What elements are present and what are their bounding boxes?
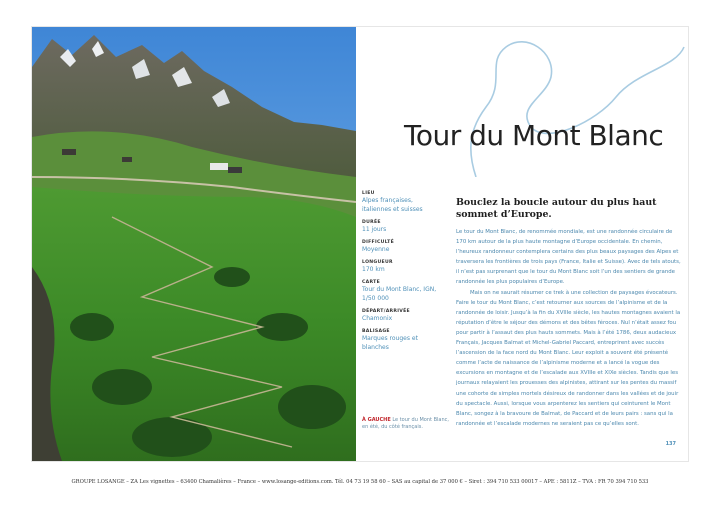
fact-item: [362, 240, 442, 254]
fact-value: Alpes françaises, italiennes et suisses: [362, 197, 423, 213]
body-paragraph: Mais on ne saurait résumer ce trek à une collection de paysages évocateurs. Faire le tour du Mont Blanc, c’est retourner aux sources de l’alpinisme et de la randonnée de loisir. Jusqu’à la fin du XVIIIe siècle, les hautes montagnes avaient la réputation d’être le séjour des démons et des bêtes féroces. Nul n’était assez fou pour partir à l’assaut des plus hauts sommets. Mais à l’été 1786, deux audacieux Français, Jacques Balmat et Michel-Gabriel Paccard, entreprirent avec succès l’ascension de la face nord du Mont Blanc. Leur exploit a souvent été présenté comme l’acte de naissance de l’alpinisme moderne et a lancé la vogue des excursions en montagne et de l’escalade aux XVIIIe et XIXe siècles. Tandis que les journaux relayaient les prouesses des alpinistes, attirant sur les pentes du massif une cohorte de simples mortels désireux de randonner dans les vallées et de jouir du spectacle. Aussi, lorsque vous arpenterez les sentiers qui ceinturent le Mont Blanc, songez à la bravoure de Balmat, de Paccard et de leurs pairs : sans qui la randonnée et l’escalade modernes ne seraient pas ce qu’elles sont.: [456, 289, 681, 427]
fact-item: [362, 260, 442, 274]
fact-label: LONGUEUR: [362, 260, 393, 265]
photo-caption: [362, 417, 454, 430]
fact-value: Chamonix: [362, 315, 393, 322]
decorative-route-line: [446, 27, 688, 177]
fact-label: DIFFICULTÉ: [362, 240, 395, 245]
fact-value: Moyenne: [362, 246, 390, 253]
mountain-landscape-image: [32, 27, 356, 461]
fact-label: DURÉE: [362, 220, 381, 225]
article-body: [456, 227, 682, 429]
fact-label: BALISAGE: [362, 329, 390, 334]
fact-value: 11 jours: [362, 226, 387, 233]
fact-item: [362, 280, 442, 303]
fact-value: Tour du Mont Blanc, IGN, 1/50 000: [362, 286, 437, 302]
body-paragraph: Le tour du Mont Blanc, de renommée mondiale, est une randonnée circulaire de 170 km autour de la plus haute montagne d’Europe occidentale. En chemin, l’heureux randonneur contemplera certains des plus beaux paysages des Alpes et traversera les frontières de trois pays (France, Italie et Suisse). Avec de tels atouts, il n’est pas surprenant que le tour du Mont Blanc soit l’un des sentiers de grande randonnée les plus populaires d’Europe.: [456, 229, 681, 286]
page-title: Tour du Mont Blanc: [404, 119, 664, 152]
page-number: 137: [665, 441, 676, 447]
fact-label: DÉPART/ARRIVÉE: [362, 309, 410, 314]
text-page: [356, 27, 688, 461]
fact-label: CARTE: [362, 280, 381, 285]
fact-item: [362, 329, 442, 352]
fact-value: Marques rouges et blanches: [362, 335, 418, 351]
publisher-footer: GROUPE LOSANGE – ZA Les vignettes – 63400 Chamalières – France – www.losange-editions.com. Tél. 04 73 19 58 60 – SAS au capital de 37 000 € – Siret : 394 710 533 00017 – APE : 5811Z – TVA : FR 70 394 710 533: [71, 479, 649, 485]
mountain-photo: [32, 27, 356, 461]
fact-item: [362, 220, 442, 234]
main-article: [456, 197, 682, 429]
facts-sidebar: [362, 191, 442, 358]
fact-item: [362, 309, 442, 323]
article-subtitle: Bouclez la boucle autour du plus haut sommet d’Europe.: [456, 197, 657, 220]
caption-text: Le tour du Mont Blanc, en été, du côté français.: [362, 417, 449, 430]
caption-marker: À GAUCHE: [362, 417, 391, 423]
fact-item: [362, 191, 442, 214]
fact-label: LIEU: [362, 191, 375, 196]
book-spread: [32, 27, 688, 461]
fact-value: 170 km: [362, 266, 385, 273]
